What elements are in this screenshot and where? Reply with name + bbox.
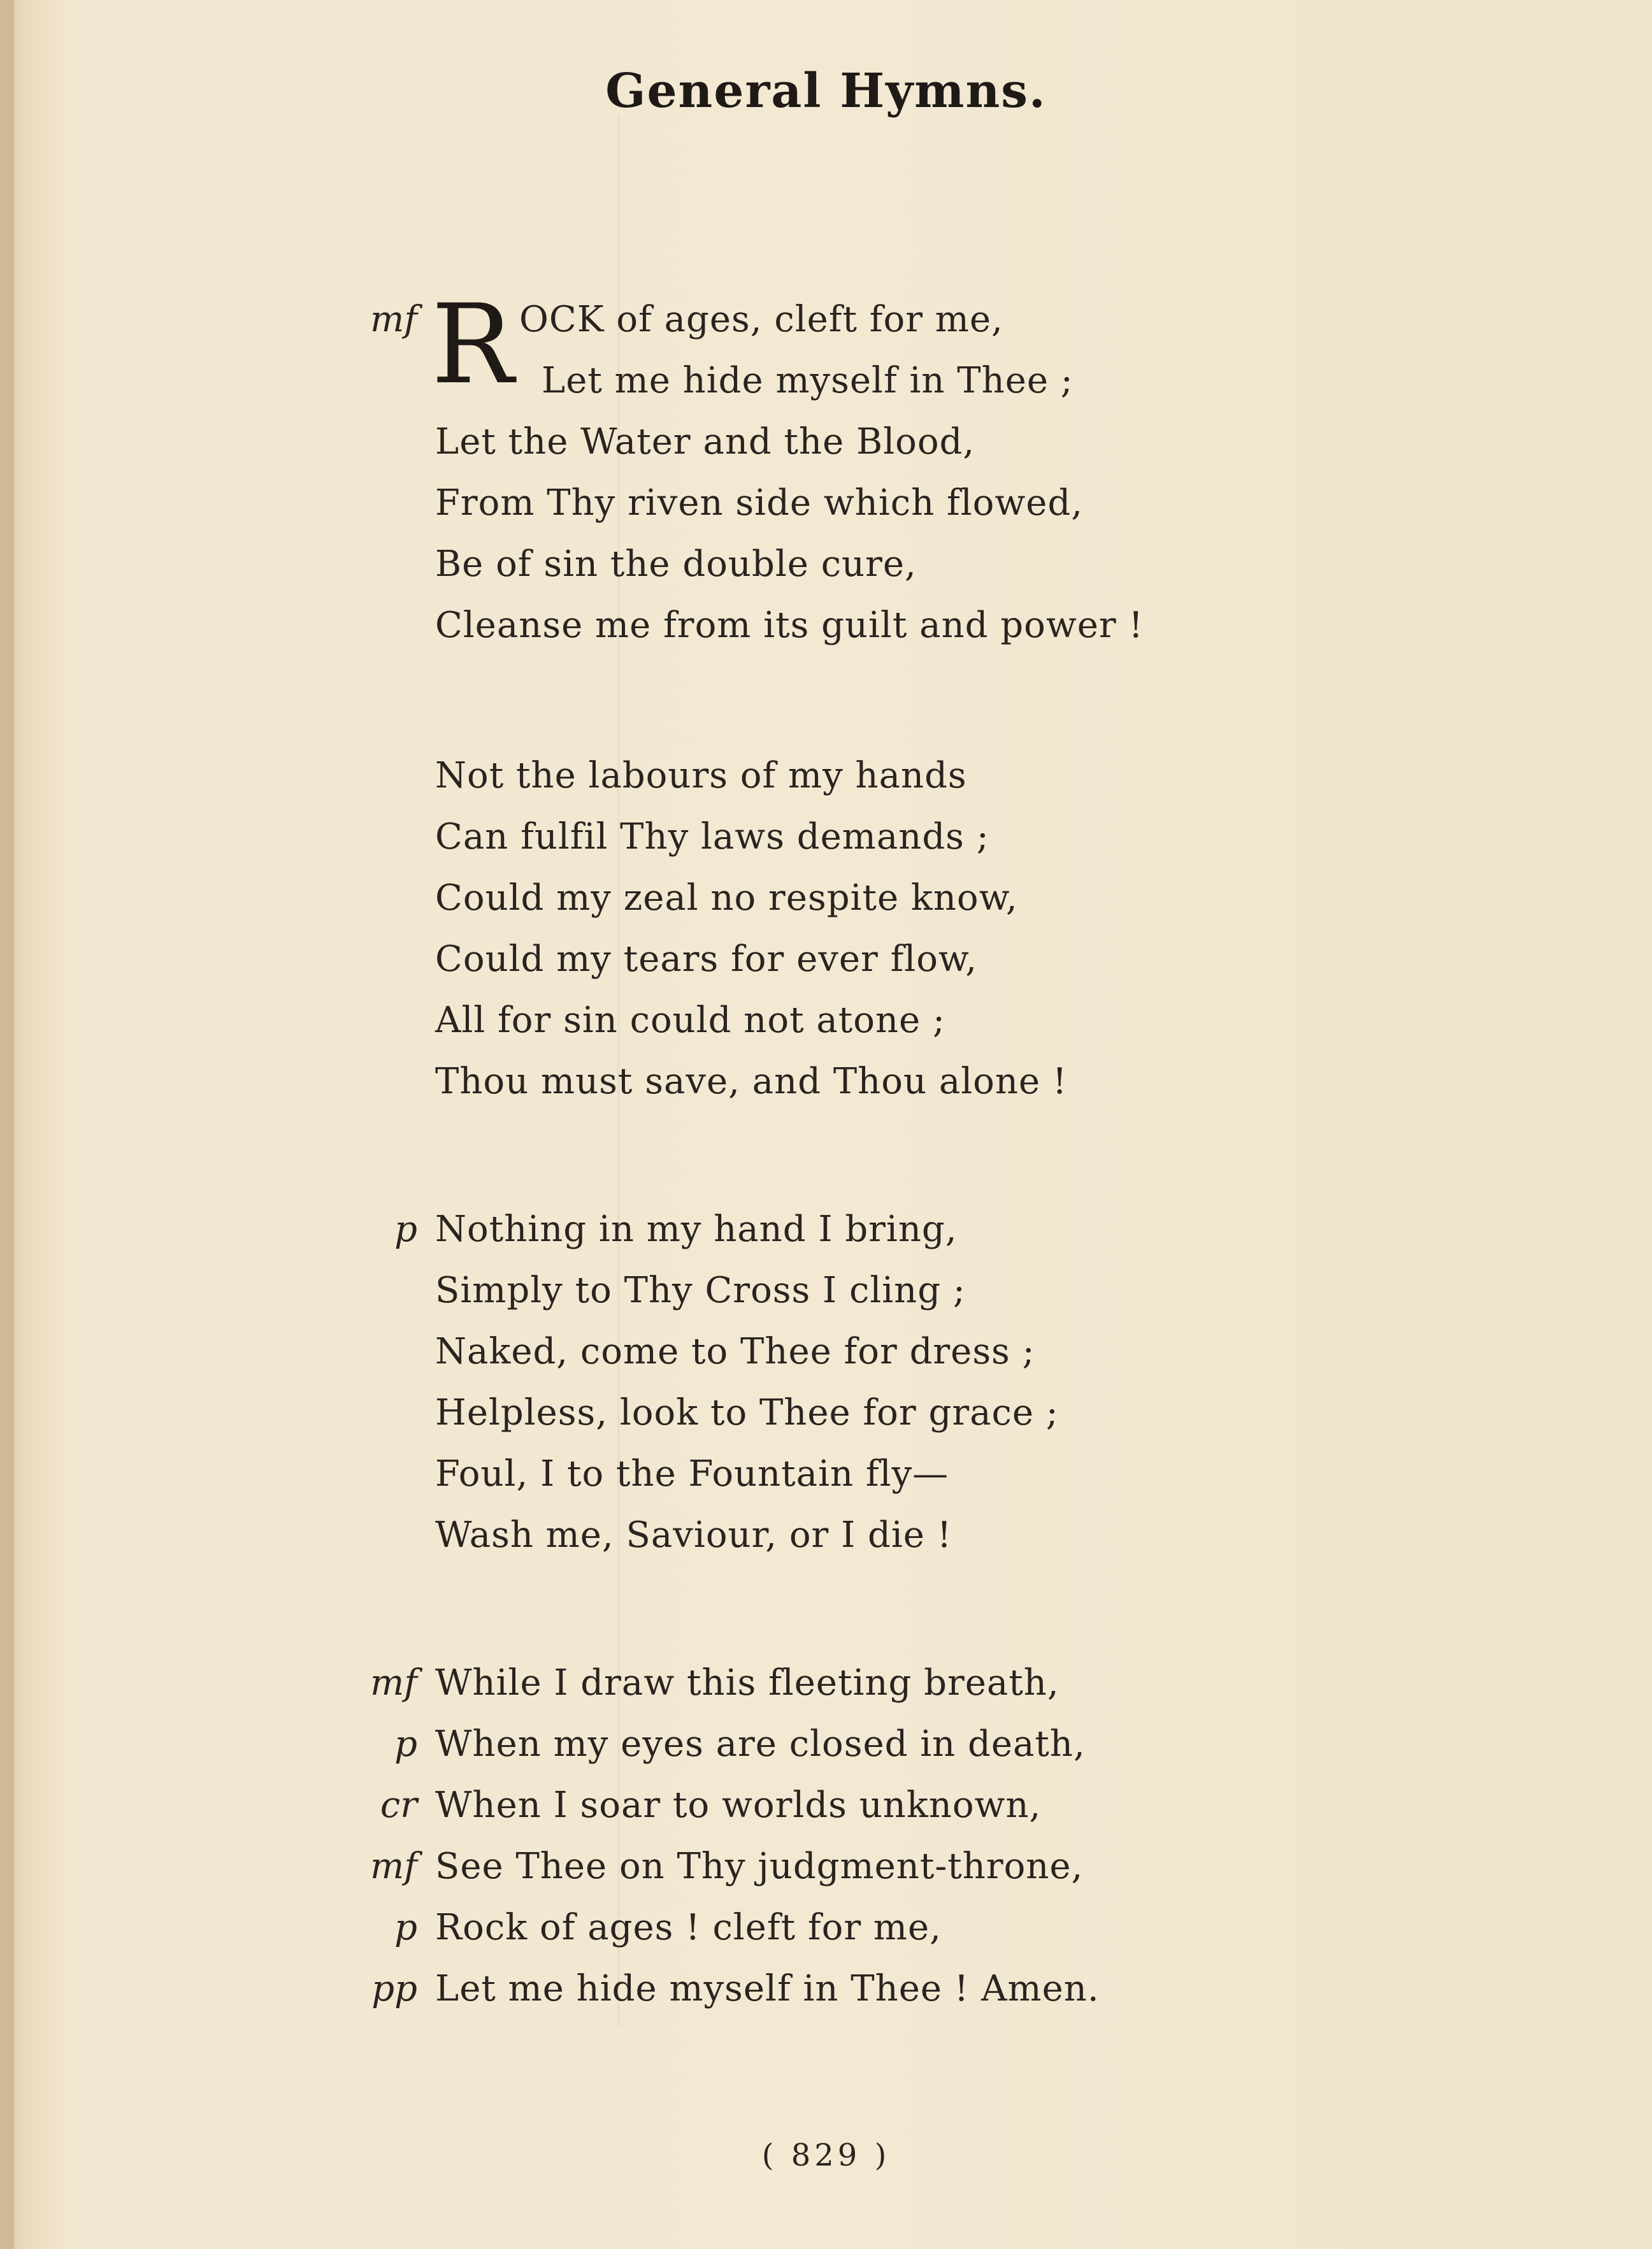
verse-line bbox=[0, 1199, 1652, 1260]
verse-text: Let me hide myself in Thee ; bbox=[542, 360, 1074, 401]
verse-line bbox=[0, 595, 1652, 656]
verse-line bbox=[0, 745, 1652, 807]
verse-text: Helpless, look to Thee for grace ; bbox=[435, 1392, 1059, 1433]
verse-line bbox=[0, 1505, 1652, 1566]
verse-text: Could my zeal no respite know, bbox=[435, 877, 1018, 919]
verse-line bbox=[0, 534, 1652, 595]
verse-line bbox=[0, 1653, 1652, 1714]
verse-line bbox=[0, 1714, 1652, 1775]
verse-text: Could my tears for ever flow, bbox=[435, 938, 978, 980]
verse-line bbox=[0, 929, 1652, 990]
verse-text: Can fulfil Thy laws demands ; bbox=[435, 816, 989, 858]
verse-line bbox=[0, 1444, 1652, 1505]
verse-line bbox=[0, 1383, 1652, 1444]
verse-text: Cleanse me from its guilt and power ! bbox=[435, 605, 1144, 646]
verse-line bbox=[0, 868, 1652, 929]
verse-text: Naked, come to Thee for dress ; bbox=[435, 1331, 1035, 1372]
verse-line bbox=[0, 473, 1652, 534]
dynamic-marking: p bbox=[394, 1209, 417, 1250]
verse-line bbox=[0, 1836, 1652, 1897]
verse-text: Nothing in my hand I bring, bbox=[435, 1209, 958, 1250]
dynamic-marking: mf bbox=[370, 1846, 417, 1887]
dynamic-marking: mf bbox=[370, 1662, 417, 1704]
verse-line bbox=[0, 990, 1652, 1051]
verse-line bbox=[0, 1321, 1652, 1383]
page-title: General Hymns. bbox=[605, 64, 1047, 119]
verse-text: Be of sin the double cure, bbox=[435, 543, 917, 585]
verse-text: Rock of ages ! cleft for me, bbox=[435, 1907, 942, 1948]
verse-text: When I soar to worlds unknown, bbox=[435, 1785, 1042, 1826]
verse-text: Let the Water and the Blood, bbox=[435, 421, 975, 463]
verse-text: All for sin could not atone ; bbox=[435, 1000, 945, 1041]
verse-text: Not the labours of my hands bbox=[435, 755, 967, 796]
verse-line bbox=[0, 807, 1652, 868]
verse-line bbox=[0, 1897, 1652, 1958]
verse-text: From Thy riven side which flowed, bbox=[435, 482, 1084, 524]
verse-text: Foul, I to the Fountain fly— bbox=[435, 1453, 949, 1495]
verse-text: Wash me, Saviour, or I die ! bbox=[435, 1514, 952, 1556]
verse-text: See Thee on Thy judgment-throne, bbox=[435, 1846, 1084, 1887]
verse-line bbox=[0, 1051, 1652, 1112]
verse-line bbox=[0, 289, 1652, 350]
verse-text: Simply to Thy Cross I cling ; bbox=[435, 1270, 966, 1311]
verse-line bbox=[0, 1260, 1652, 1321]
verse-line bbox=[0, 412, 1652, 473]
verse-text: OCK of ages, cleft for me, bbox=[519, 299, 1003, 340]
verse-line bbox=[0, 1958, 1652, 2020]
verse-text: While I draw this fleeting breath, bbox=[435, 1662, 1059, 1704]
verse-text: Thou must save, and Thou alone ! bbox=[435, 1061, 1068, 1102]
drop-cap: R bbox=[431, 280, 514, 408]
dynamic-marking: cr bbox=[380, 1785, 417, 1826]
verse-text: When my eyes are closed in death, bbox=[435, 1723, 1086, 1765]
dynamic-marking: p bbox=[394, 1723, 417, 1765]
dynamic-marking: pp bbox=[371, 1968, 417, 2009]
page-number: ( 829 ) bbox=[761, 2138, 891, 2173]
dynamic-marking: p bbox=[394, 1907, 417, 1948]
verse-line bbox=[0, 1775, 1652, 1836]
dynamic-marking: mf bbox=[370, 299, 417, 340]
verse-text: Let me hide myself in Thee ! Amen. bbox=[435, 1968, 1100, 2009]
verse-line bbox=[0, 350, 1652, 412]
